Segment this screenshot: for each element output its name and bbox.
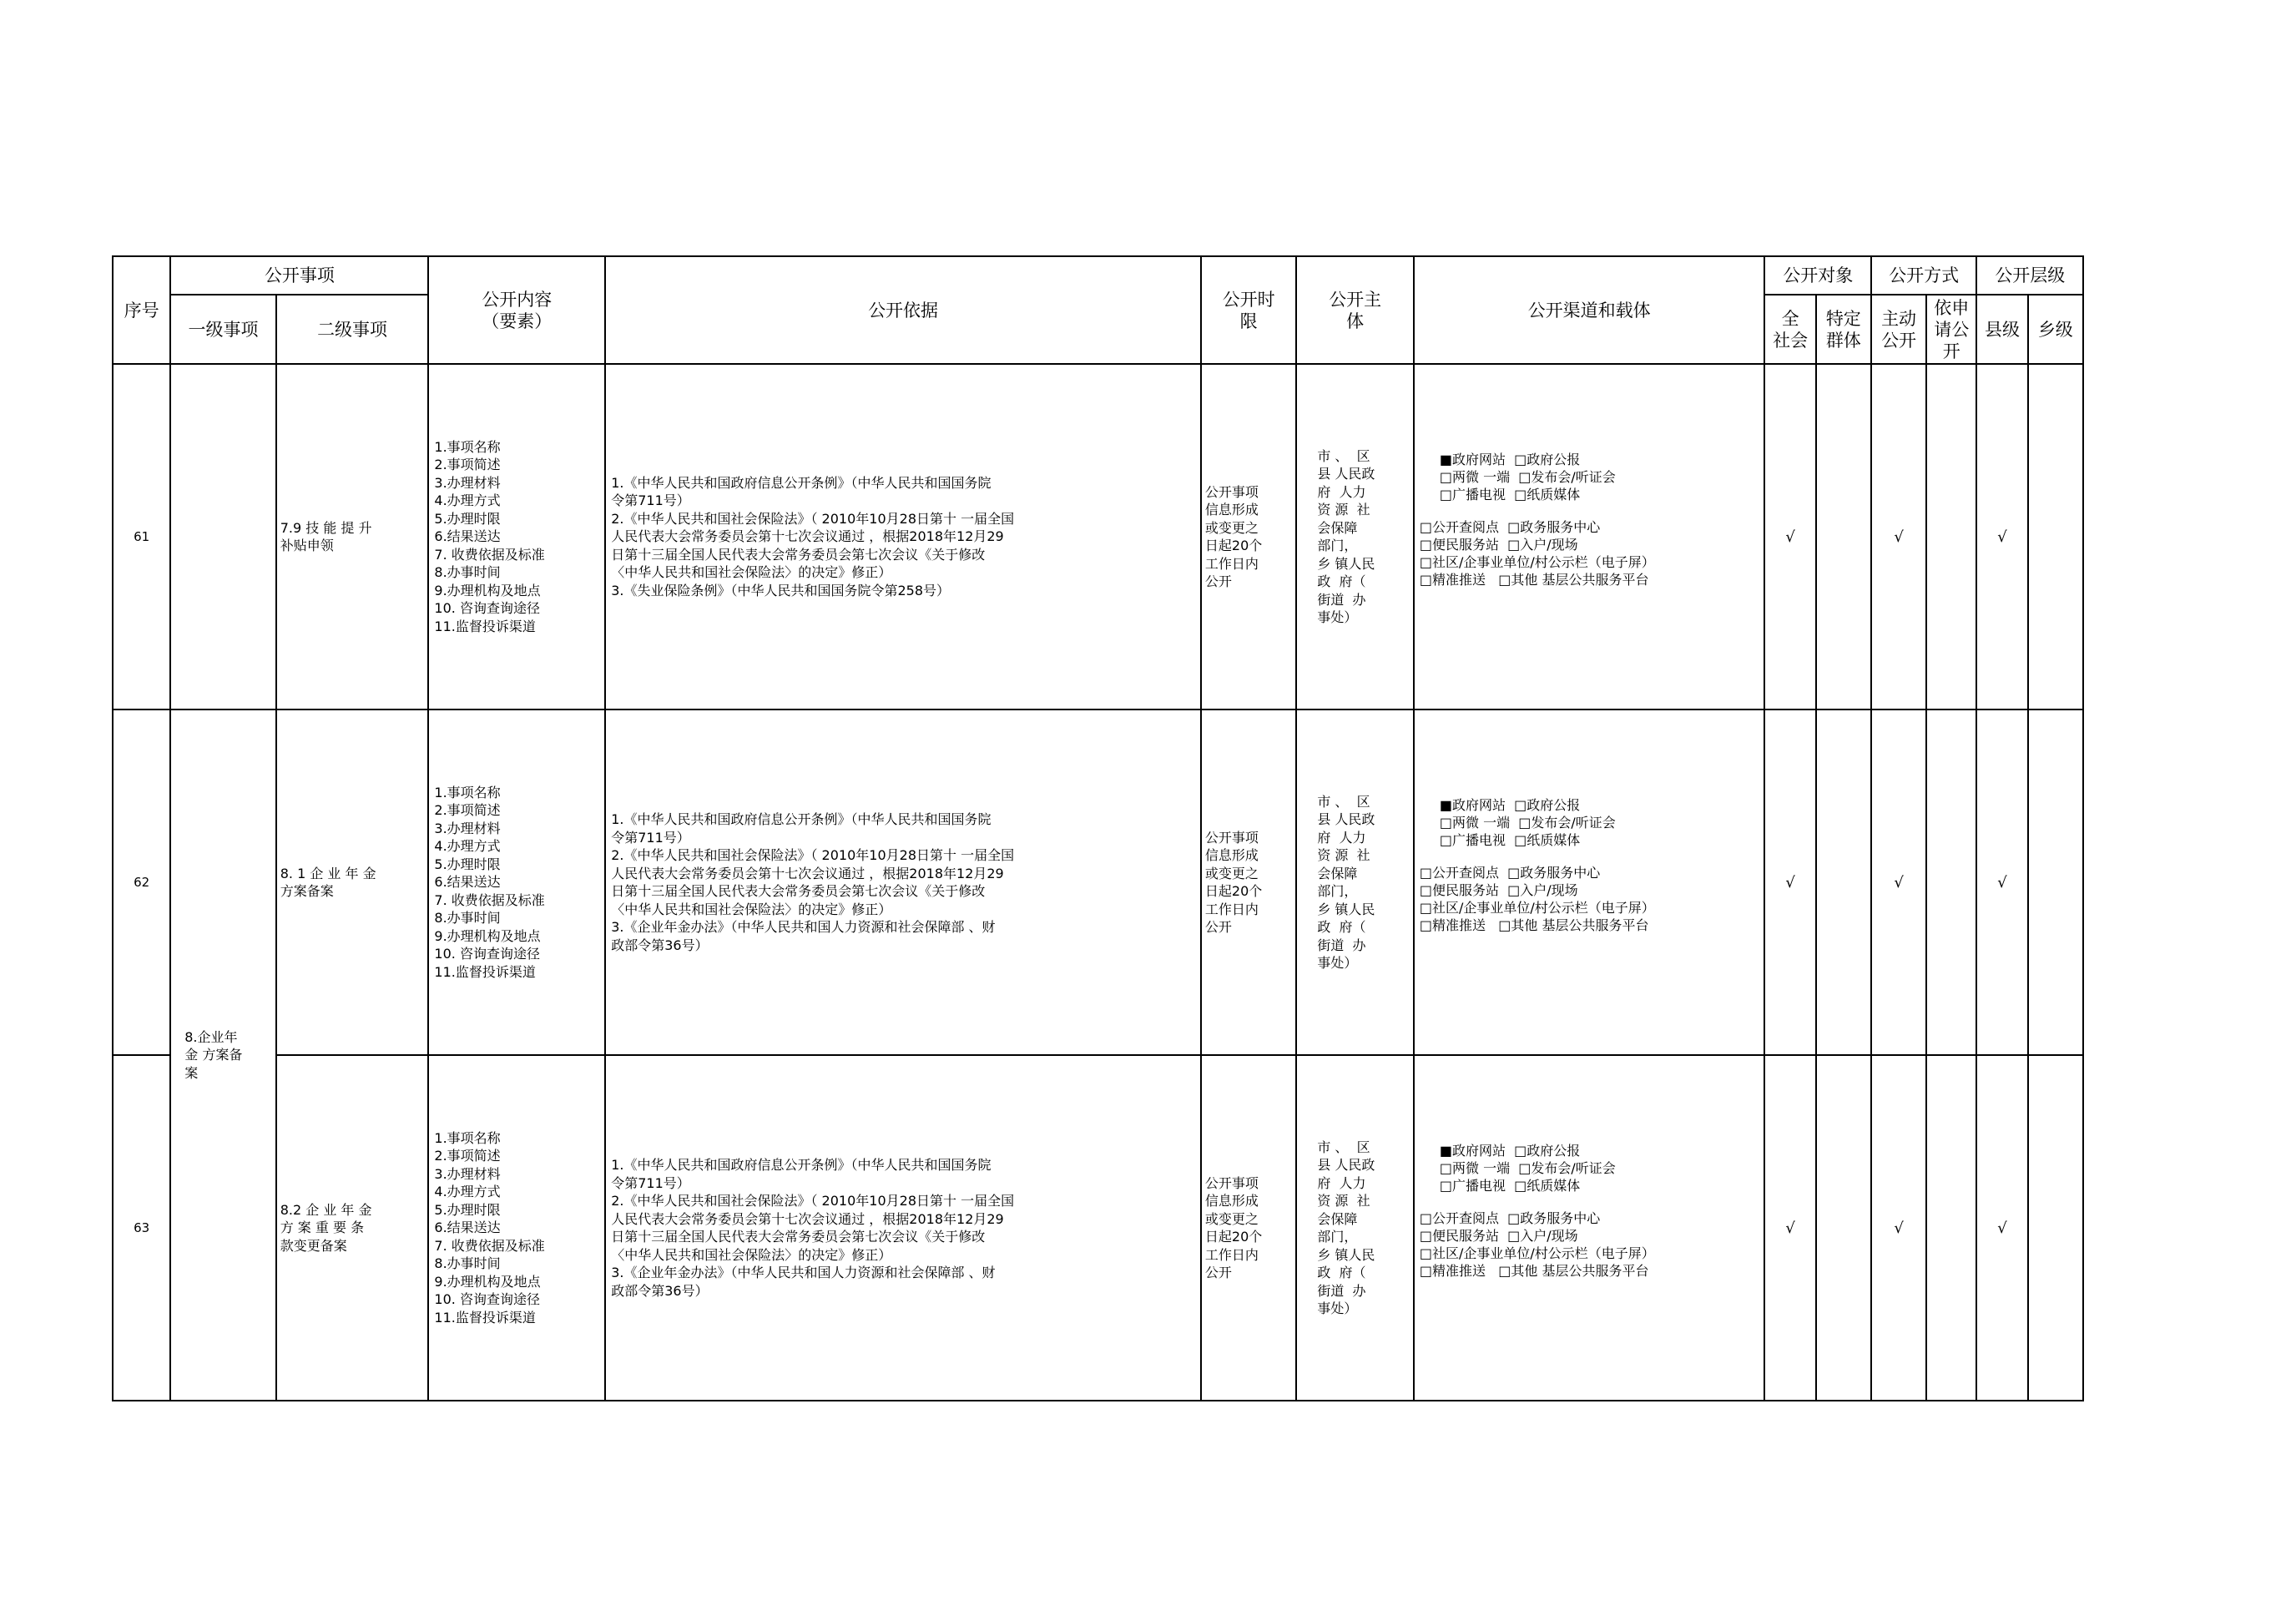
row-level2: 8. 1 企 业 年 金 方案备案 <box>276 710 429 1055</box>
row-time: 公开事项 信息形成 或变更之 日起20个 工作日内 公开 <box>1201 364 1296 710</box>
channel-line: ■政府网站 □政府公报 <box>1439 797 1581 813</box>
check-method-request <box>1926 1055 1976 1401</box>
row-basis: 1.《中华人民共和国政府信息公开条例》（中华人民共和国国务院 令第711号） 2.《中华人民共和国社会保险法》（ 2010年10月28日第十 一届全国 人民代表大会常务委员会第十七次会议通过 ，根据2018年12月29 日第十三届全国人民代表大会常务委员会第七次会议《关于修改 〈中华人民共和国社会保险法〉的决定》修正） 3.《企业年金办法》（中华人民共和国人力资源和社会保障部 、财 政部令第36号） <box>605 710 1201 1055</box>
channel-line: □公开查阅点 □政务服务中心 <box>1419 519 1601 535</box>
check-level-county: √ <box>1976 1055 2027 1401</box>
check-method-active: √ <box>1871 710 1926 1055</box>
table-row <box>113 1055 2083 1401</box>
channel-line: □广播电视 □纸质媒体 <box>1439 1178 1581 1194</box>
check-method-active: √ <box>1871 364 1926 710</box>
row-seq: 63 <box>113 1055 170 1401</box>
row-subject: 市 、 区 县 人民政 府 人力 资 源 社 会保障 部门， 乡 镇人民 政 府（ 街道 办 事处） <box>1296 364 1414 710</box>
row-level1: 8.企业年 金 方案备 案 <box>170 710 275 1401</box>
row-content: 1.事项名称 2.事项简述 3.办理材料 4.办理方式 5.办理时限 6.结果送达 7. 收费依据及标准 8.办事时间 9.办理机构及地点 10. 咨询查询途径 11.监督投诉渠道 <box>428 1055 605 1401</box>
header-level2: 二级事项 <box>276 295 429 364</box>
channel-line: ■政府网站 □政府公报 <box>1439 1143 1581 1159</box>
header-content: 公开内容 （要素） <box>428 256 605 364</box>
channel-line: □两微 一端 □发布会/听证会 <box>1439 469 1616 485</box>
channel-line: □公开查阅点 □政务服务中心 <box>1419 865 1601 881</box>
header-seq: 序号 <box>113 256 170 364</box>
row-basis: 1.《中华人民共和国政府信息公开条例》（中华人民共和国国务院 令第711号） 2.《中华人民共和国社会保险法》（ 2010年10月28日第十 一届全国 人民代表大会常务委员会第十七次会议通过 ，根据2018年12月29 日第十三届全国人民代表大会常务委员会第七次会议《关于修改 〈中华人民共和国社会保险法〉的决定》修正） 3.《企业年金办法》（中华人民共和国人力资源和社会保障部 、财 政部令第36号） <box>605 1055 1201 1401</box>
table-row <box>113 710 2083 1055</box>
check-target-specific <box>1816 1055 1871 1401</box>
header-items-group: 公开事项 <box>170 256 428 295</box>
row-channel <box>1414 364 1765 710</box>
header-basis: 公开依据 <box>605 256 1201 364</box>
row-seq: 62 <box>113 710 170 1055</box>
channel-line: □公开查阅点 □政务服务中心 <box>1419 1210 1601 1226</box>
channel-line: □精准推送 □其他 基层公共服务平台 <box>1419 917 1649 933</box>
header-method-request: 依申 请公 开 <box>1926 295 1976 364</box>
row-subject: 市 、 区 县 人民政 府 人力 资 源 社 会保障 部门， 乡 镇人民 政 府（ 街道 办 事处） <box>1296 710 1414 1055</box>
row-channel <box>1414 1055 1765 1401</box>
channel-line: ■政府网站 □政府公报 <box>1439 452 1581 467</box>
check-level-town <box>2028 710 2083 1055</box>
row-level2: 7.9 技 能 提 升 补贴申领 <box>276 364 429 710</box>
header-channel: 公开渠道和载体 <box>1414 256 1765 364</box>
disclosure-table <box>112 255 2084 1401</box>
row-level2: 8.2 企 业 年 金 方 案 重 要 条 款变更备案 <box>276 1055 429 1401</box>
row-time: 公开事项 信息形成 或变更之 日起20个 工作日内 公开 <box>1201 710 1296 1055</box>
header-level-town: 乡级 <box>2028 295 2083 364</box>
channel-line: □社区/企事业单位/村公示栏（电子屏） <box>1419 1245 1655 1261</box>
row-time: 公开事项 信息形成 或变更之 日起20个 工作日内 公开 <box>1201 1055 1296 1401</box>
channel-line: □两微 一端 □发布会/听证会 <box>1439 1160 1616 1176</box>
check-method-request <box>1926 364 1976 710</box>
check-level-town <box>2028 364 2083 710</box>
header-level-group: 公开层级 <box>1976 256 2083 295</box>
channel-line: □便民服务站 □入户/现场 <box>1419 882 1578 898</box>
channel-line: □广播电视 □纸质媒体 <box>1439 487 1581 502</box>
check-method-request <box>1926 710 1976 1055</box>
header-subject: 公开主 体 <box>1296 256 1414 364</box>
header-target-all: 全 社会 <box>1764 295 1815 364</box>
header-method-group: 公开方式 <box>1871 256 1976 295</box>
header-level1: 一级事项 <box>170 295 275 364</box>
header-time: 公开时 限 <box>1201 256 1296 364</box>
check-target-all: √ <box>1764 710 1815 1055</box>
check-target-all: √ <box>1764 364 1815 710</box>
header-method-active: 主动 公开 <box>1871 295 1926 364</box>
channel-line: □精准推送 □其他 基层公共服务平台 <box>1419 1263 1649 1279</box>
check-target-specific <box>1816 364 1871 710</box>
check-target-specific <box>1816 710 1871 1055</box>
row-subject: 市 、 区 县 人民政 府 人力 资 源 社 会保障 部门， 乡 镇人民 政 府（ 街道 办 事处） <box>1296 1055 1414 1401</box>
channel-line: □广播电视 □纸质媒体 <box>1439 832 1581 848</box>
row-content: 1.事项名称 2.事项简述 3.办理材料 4.办理方式 5.办理时限 6.结果送达 7. 收费依据及标准 8.办事时间 9.办理机构及地点 10. 咨询查询途径 11.监督投诉渠道 <box>428 364 605 710</box>
row-basis: 1.《中华人民共和国政府信息公开条例》（中华人民共和国国务院 令第711号） 2.《中华人民共和国社会保险法》（ 2010年10月28日第十 一届全国 人民代表大会常务委员会第十七次会议通过 ，根据2018年12月29 日第十三届全国人民代表大会常务委员会第七次会议《关于修改 〈中华人民共和国社会保险法〉的决定》修正） 3.《失业保险条例》（中华人民共和国国务院令第258号） <box>605 364 1201 710</box>
check-target-all: √ <box>1764 1055 1815 1401</box>
channel-line: □精准推送 □其他 基层公共服务平台 <box>1419 572 1649 588</box>
row-channel <box>1414 710 1765 1055</box>
table-row <box>113 364 2083 710</box>
header-target-specific: 特定 群体 <box>1816 295 1871 364</box>
check-level-county: √ <box>1976 710 2027 1055</box>
check-method-active: √ <box>1871 1055 1926 1401</box>
header-target-group: 公开对象 <box>1764 256 1870 295</box>
channel-line: □便民服务站 □入户/现场 <box>1419 1228 1578 1244</box>
check-level-county: √ <box>1976 364 2027 710</box>
row-seq: 61 <box>113 364 170 710</box>
channel-line: □社区/企事业单位/村公示栏（电子屏） <box>1419 554 1655 570</box>
channel-line: □便民服务站 □入户/现场 <box>1419 537 1578 553</box>
check-level-town <box>2028 1055 2083 1401</box>
channel-line: □社区/企事业单位/村公示栏（电子屏） <box>1419 900 1655 916</box>
row-level1 <box>170 364 275 710</box>
channel-line: □两微 一端 □发布会/听证会 <box>1439 815 1616 831</box>
row-content: 1.事项名称 2.事项简述 3.办理材料 4.办理方式 5.办理时限 6.结果送达 7. 收费依据及标准 8.办事时间 9.办理机构及地点 10. 咨询查询途径 11.监督投诉渠道 <box>428 710 605 1055</box>
header-level-county: 县级 <box>1976 295 2027 364</box>
